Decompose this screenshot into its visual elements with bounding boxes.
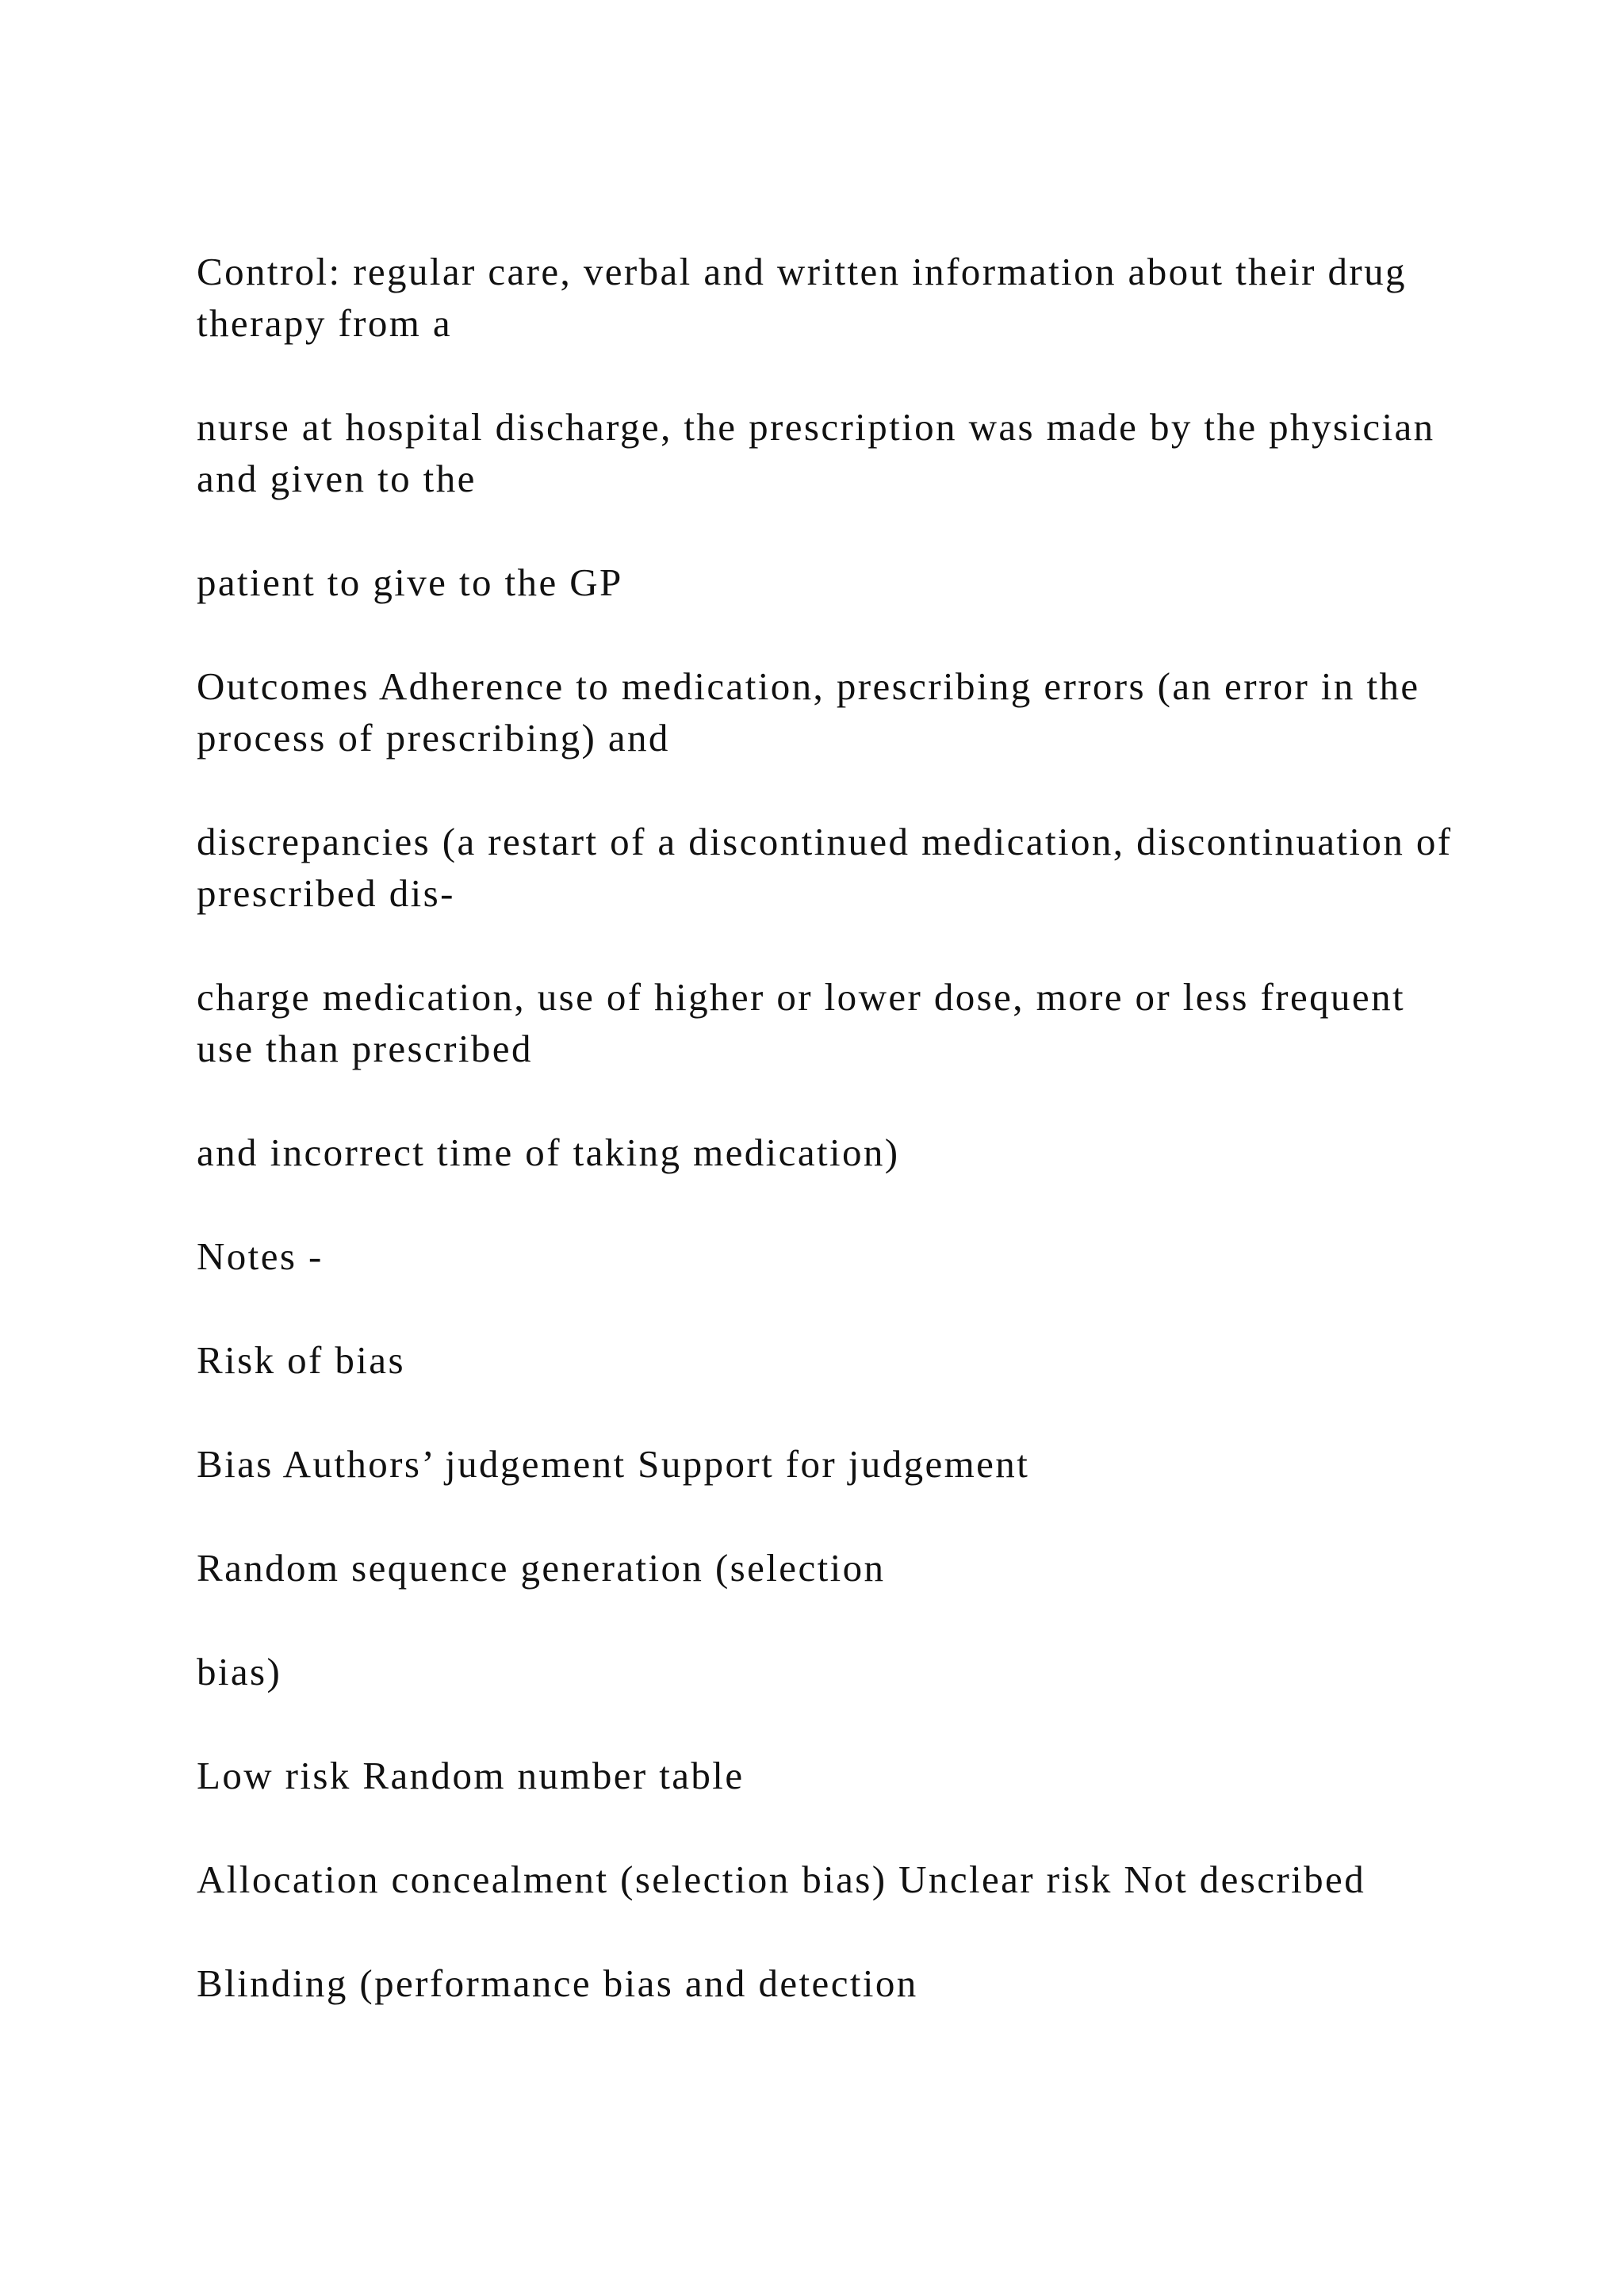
heading-risk-of-bias: Risk of bias xyxy=(197,1338,405,1382)
row-allocation-concealment: Allocation concealment (selection bias) Unclear risk Not described xyxy=(197,1858,1366,1901)
row-low-risk: Low risk Random number table xyxy=(197,1754,745,1797)
paragraph-charge-medication: charge medication, use of higher or lower dose, more or less frequent use than prescribed xyxy=(197,975,1405,1070)
paragraph-discrepancies: discrepancies (a restart of a discontinued medication, discontinuation of prescribed dis- xyxy=(197,820,1453,915)
paragraph-control: Control: regular care, verbal and written information about their drug therapy from a xyxy=(197,250,1407,345)
paragraph-outcomes: Outcomes Adherence to medication, prescribing errors (an error in the process of prescribing) and xyxy=(197,664,1420,760)
row-random-sequence: Random sequence generation (selection xyxy=(197,1546,886,1590)
paragraph-notes: Notes - xyxy=(197,1234,324,1278)
document-body xyxy=(197,246,1465,2061)
paragraph-incorrect-time: and incorrect time of taking medication) xyxy=(197,1131,900,1174)
row-random-sequence-cont: bias) xyxy=(197,1650,282,1693)
paragraph-nurse-discharge: nurse at hospital discharge, the prescription was made by the physician and given to the xyxy=(197,405,1435,500)
paragraph-patient-gp: patient to give to the GP xyxy=(197,561,623,604)
table-header-bias: Bias Authors’ judgement Support for judgement xyxy=(197,1442,1030,1486)
row-blinding: Blinding (performance bias and detection xyxy=(197,1961,918,2005)
